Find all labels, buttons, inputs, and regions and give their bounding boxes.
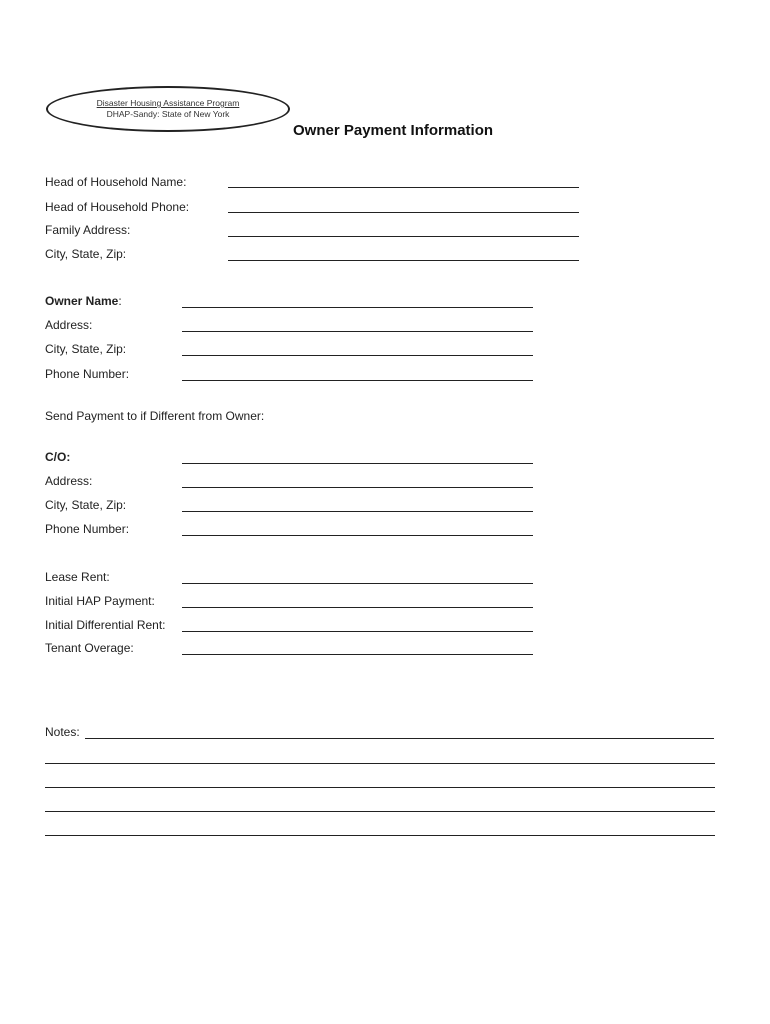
household-phone-label: Head of Household Phone: — [45, 200, 190, 214]
differential-rent-label: Initial Differential Rent: — [45, 618, 166, 632]
owner-city-field[interactable] — [182, 355, 533, 356]
logo-line-1: Disaster Housing Assistance Program — [96, 98, 240, 108]
co-label: C/O: — [45, 450, 71, 464]
co-phone-field[interactable] — [182, 535, 533, 536]
differential-rent-field[interactable] — [182, 631, 533, 632]
notes-label: Notes: — [45, 725, 80, 739]
household-city-label: City, State, Zip: — [45, 247, 127, 261]
tenant-overage-label: Tenant Overage: — [45, 641, 134, 655]
co-city-field[interactable] — [182, 511, 533, 512]
co-address-label: Address: — [45, 474, 93, 488]
notes-line-4[interactable] — [45, 811, 715, 812]
owner-phone-label: Phone Number: — [45, 367, 130, 381]
send-payment-label: Send Payment to if Different from Owner: — [45, 409, 265, 423]
co-address-field[interactable] — [182, 487, 533, 488]
hap-payment-field[interactable] — [182, 607, 533, 608]
family-address-field[interactable] — [228, 236, 579, 237]
family-address-label: Family Address: — [45, 223, 131, 237]
owner-city-label: City, State, Zip: — [45, 342, 127, 356]
owner-address-label: Address: — [45, 318, 93, 332]
owner-name-label: Owner Name: — [45, 294, 122, 308]
household-name-label: Head of Household Name: — [45, 175, 187, 189]
owner-name-field[interactable] — [182, 307, 533, 308]
program-logo-seal — [46, 86, 290, 132]
co-field[interactable] — [182, 463, 533, 464]
household-city-field[interactable] — [228, 260, 579, 261]
co-phone-label: Phone Number: — [45, 522, 130, 536]
household-name-field[interactable] — [228, 187, 579, 188]
notes-line-5[interactable] — [45, 835, 715, 836]
household-phone-field[interactable] — [228, 212, 579, 213]
co-city-label: City, State, Zip: — [45, 498, 127, 512]
notes-line-3[interactable] — [45, 787, 715, 788]
notes-line-1[interactable] — [85, 738, 714, 739]
tenant-overage-field[interactable] — [182, 654, 533, 655]
owner-phone-field[interactable] — [182, 380, 533, 381]
page-title: Owner Payment Information — [293, 122, 494, 139]
hap-payment-label: Initial HAP Payment: — [45, 594, 155, 608]
notes-line-2[interactable] — [45, 763, 715, 764]
logo-line-2: DHAP-Sandy: State of New York — [106, 109, 230, 119]
lease-rent-field[interactable] — [182, 583, 533, 584]
lease-rent-label: Lease Rent: — [45, 570, 110, 584]
owner-address-field[interactable] — [182, 331, 533, 332]
